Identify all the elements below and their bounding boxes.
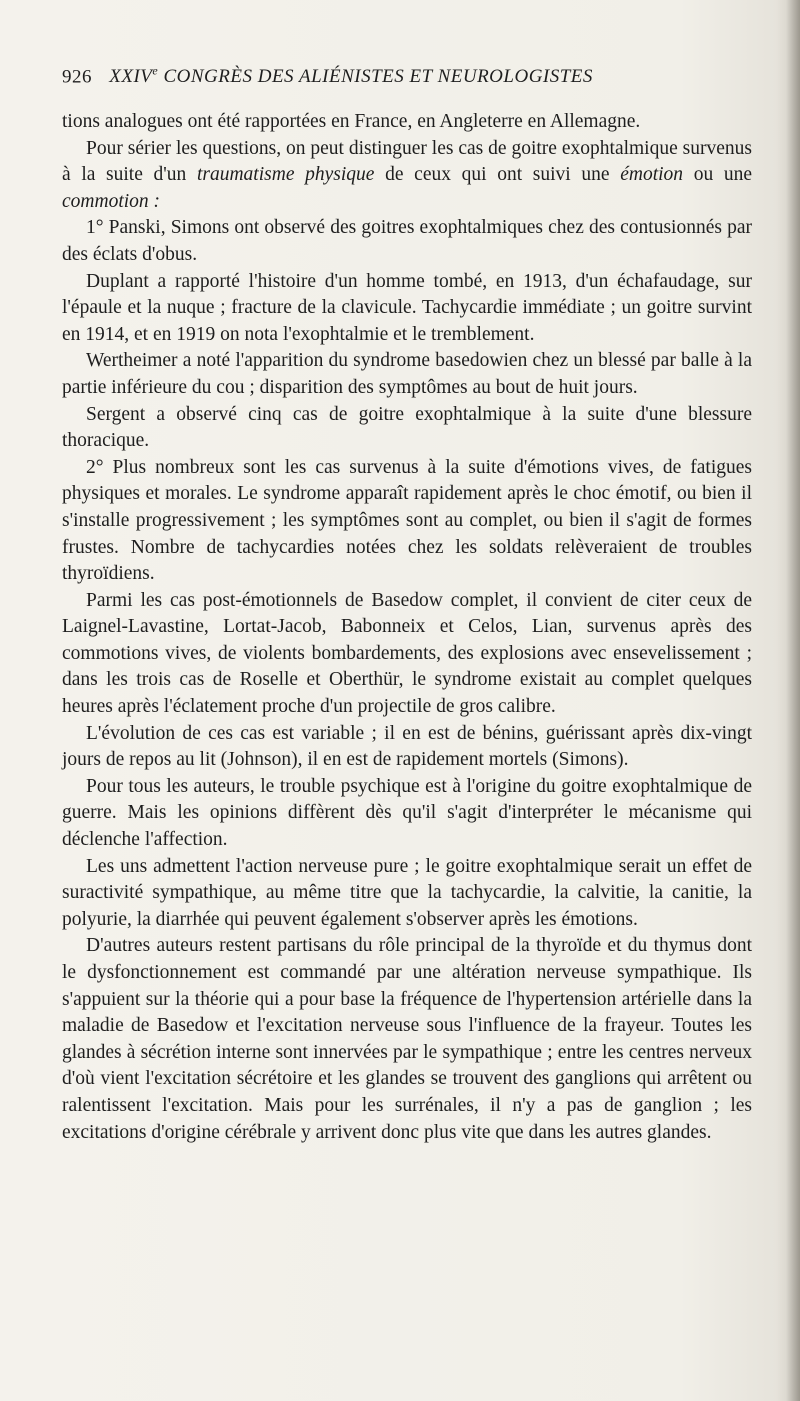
body-text bbox=[62, 109, 752, 1146]
paragraph: Wertheimer a noté l'apparition du syndrome basedowien chez un blessé par balle à la partie inférieure du cou ; disparition des symptômes au bout de huit jours. bbox=[62, 350, 752, 398]
paragraph: 1° Panski, Simons ont observé des goitres exophtalmiques chez des contusionnés par des éclats d'obus. bbox=[62, 217, 752, 265]
paragraph: D'autres auteurs restent partisans du rôle principal de la thyroïde et du thymus dont le dysfonctionnement est commandé par une altération nerveuse sympathique. Ils s'appuient sur la théorie qui a pour base la fréquence de l'hypertension artérielle dans la maladie de Basedow et l'excitation nerveuse sous l'influence de la frayeur. Toutes les glandes à sécrétion interne sont innervées par le sympathique ; entre les centres nerveux d'où vient l'excitation sécrétoire et les glandes se trouvent des ganglions qui arrêtent ou ralentissent l'excitation. Mais pour les surrénales, il n'y a pas de ganglion ; les excitations d'origine cérébrale y arrivent donc plus vite que dans les autres glandes. bbox=[62, 935, 752, 1143]
paragraph: Duplant a rapporté l'histoire d'un homme tombé, en 1913, d'un échafaudage, sur l'épaule et la nuque ; fracture de la clavicule. Tachycardie immédiate ; un goitre survint en 1914, et en 1919 on nota l'exophtalmie et le tremblement. bbox=[62, 270, 752, 345]
running-header bbox=[62, 64, 727, 88]
page-edge-shadow bbox=[786, 0, 800, 1401]
paragraph: Pour tous les auteurs, le trouble psychique est à l'origine du goitre exophtalmique de guerre. Mais les opinions diffèrent dès qu'il s'agit d'interpréter le mécanisme qui déclenche l'affection. bbox=[62, 775, 752, 851]
page-number: 926 bbox=[62, 66, 92, 88]
paragraph: Parmi les cas post-émotionnels de Basedow complet, il convient de citer ceux de Laignel-Lavastine, Lortat-Jacob, Babonneix et Celos, Lian, survenus après des commotions vives, de violents bombardements, des explosions avec ensevelissement ; dans les trois cas de Roselle et Oberthür, le syndrome existait au complet quelques heures après l'éclatement proche d'un projectile de gros calibre. bbox=[62, 589, 752, 718]
paragraph: Pour sérier les questions, on peut distinguer les cas de goitre exophtalmique survenus à la suite d'un traumatisme physique de ceux qui ont suivi une émotion ou une commotion : bbox=[62, 137, 753, 212]
paragraph: tions analogues ont été rapportées en France, en Angleterre en Allemagne. bbox=[62, 111, 641, 132]
running-title: XXIVe CONGRÈS DES ALIÉNISTES ET NEUROLOGISTES bbox=[109, 64, 593, 88]
paragraph: 2° Plus nombreux sont les cas survenus à la suite d'émotions vives, de fatigues physiques et morales. Le syndrome apparaît rapidement après le choc émotif, ou bien il s'installe progressivement ; les symptômes sont au complet, ou bien il s'agit de formes frustes. Nombre de tachycardies notées chez les soldats relèveraient de troubles thyroïdiens. bbox=[62, 456, 752, 585]
paragraph: Les uns admettent l'action nerveuse pure ; le goitre exophtalmique serait un effet de suractivité sympathique, au même titre que la tachycardie, la calvitie, la canitie, la polyurie, la diarrhée qui peuvent également s'observer après les émotions. bbox=[62, 855, 752, 930]
paragraph: L'évolution de ces cas est variable ; il en est de bénins, guérissant après dix-vingt jours de repos au lit (Johnson), il en est de rapidement mortels (Simons). bbox=[62, 722, 752, 771]
paragraph: Sergent a observé cinq cas de goitre exophtalmique à la suite d'une blessure thoracique. bbox=[62, 403, 752, 452]
